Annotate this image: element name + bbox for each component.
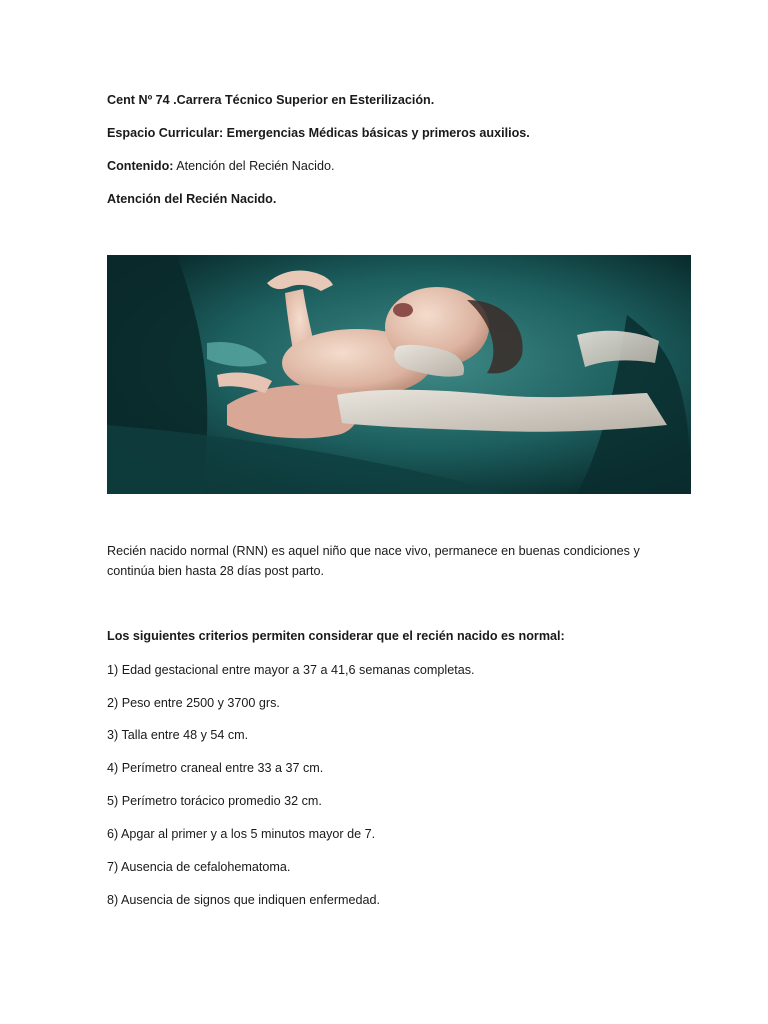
curricular-space-heading: Espacio Curricular: Emergencias Médicas básicas y primeros auxilios. <box>107 126 530 140</box>
institution-heading: Cent Nº 74 .Carrera Técnico Superior en Esterilización. <box>107 93 435 107</box>
criteria-title: Los siguientes criterios permiten considerar que el recién nacido es normal: <box>107 629 565 643</box>
criteria-item-3: 3) Talla entre 48 y 54 cm. <box>107 728 249 742</box>
criteria-item-1: 1) Edad gestacional entre mayor a 37 a 41,6 semanas completas. <box>107 663 475 677</box>
criteria-item-2: 2) Peso entre 2500 y 3700 grs. <box>107 696 280 710</box>
newborn-photo <box>107 255 691 494</box>
definition-paragraph: Recién nacido normal (RNN) es aquel niño que nace vivo, permanece en buenas condiciones y continúa bien hasta 28 días post parto. <box>107 544 640 578</box>
criteria-item-7: 7) Ausencia de cefalohematoma. <box>107 860 291 874</box>
criteria-item-4: 4) Perímetro craneal entre 33 a 37 cm. <box>107 761 324 775</box>
content-line <box>107 158 334 174</box>
newborn-photo-illustration <box>107 255 691 494</box>
section-title: Atención del Recién Nacido. <box>107 192 277 206</box>
content-label: Contenido: <box>107 159 174 173</box>
content-value: Atención del Recién Nacido. <box>173 159 335 173</box>
criteria-item-6: 6) Apgar al primer y a los 5 minutos mayor de 7. <box>107 827 376 841</box>
criteria-item-8: 8) Ausencia de signos que indiquen enfermedad. <box>107 893 381 907</box>
criteria-item-5: 5) Perímetro torácico promedio 32 cm. <box>107 794 322 808</box>
